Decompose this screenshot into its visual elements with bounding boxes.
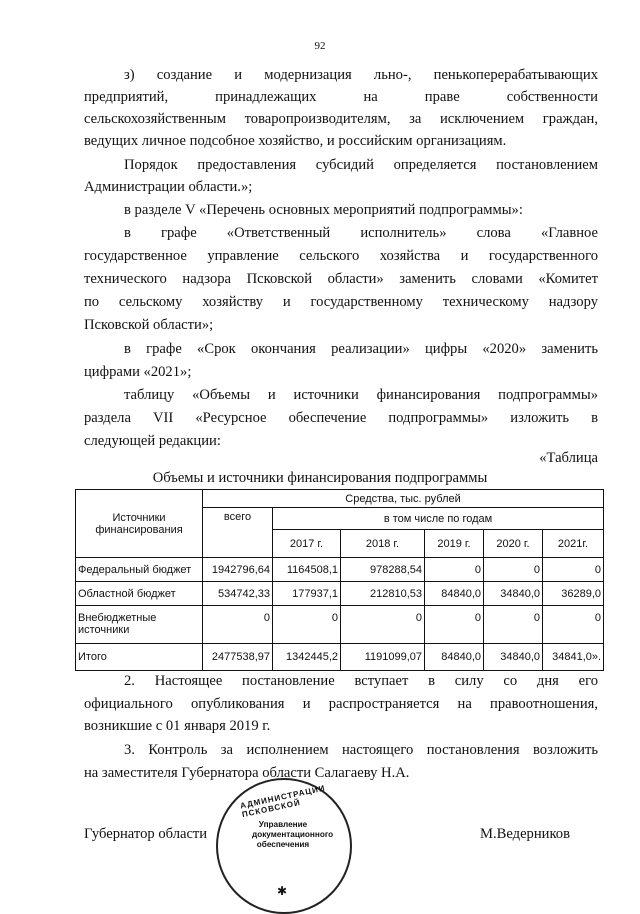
cell: 1342445,2 — [273, 644, 341, 671]
cell: 34841,0». — [543, 644, 604, 671]
text-line: цифрами «2021»; — [84, 364, 192, 380]
cell: 0 — [543, 558, 604, 582]
cell: 0 — [425, 606, 484, 644]
cell: 1164508,1 — [273, 558, 341, 582]
header-source: Источники финансирования — [76, 490, 203, 558]
cell: 2477538,97 — [203, 644, 273, 671]
text-line: государственное управление сельского хозяйства и государственного — [84, 248, 598, 264]
text-line: в графе «Ответственный исполнитель» слова «Главное — [124, 225, 598, 241]
cell: 0 — [341, 606, 425, 644]
text-line: по сельскому хозяйству и государственному техническому надзору — [84, 294, 598, 310]
text-line: Порядок предоставления субсидий определяется постановлением — [124, 157, 598, 173]
cell: 1191099,07 — [341, 644, 425, 671]
table-caption: Объемы и источники финансирования подпрограммы — [152, 470, 488, 486]
text-line: раздела VII «Ресурсное обеспечение подпрограммы» изложить в — [84, 410, 598, 426]
table-row — [76, 582, 604, 606]
header-year: 2020 г. — [484, 530, 543, 558]
table-label: «Таблица — [539, 450, 598, 466]
row-name: Областной бюджет — [76, 582, 203, 606]
cell: 978288,54 — [341, 558, 425, 582]
text-line: в разделе V «Перечень основных мероприятий подпрограммы»: — [124, 202, 523, 218]
text-line: технического надзора Псковской области» заменить словами «Комитет — [84, 271, 598, 287]
cell: 84840,0 — [425, 582, 484, 606]
cell: 0 — [484, 606, 543, 644]
official-seal — [216, 778, 352, 914]
financing-table — [75, 489, 604, 671]
cell: 0 — [203, 606, 273, 644]
text-line: сельскохозяйственным товаропроизводителям, за исключением граждан, — [84, 111, 598, 127]
table-row — [76, 558, 604, 582]
header-total: всего — [203, 508, 273, 558]
page-number: 92 — [314, 40, 326, 52]
cell: 212810,53 — [341, 582, 425, 606]
cell: 34840,0 — [484, 644, 543, 671]
header-year: 2021г. — [543, 530, 604, 558]
text-line: в графе «Срок окончания реализации» цифры «2020» заменить — [124, 341, 598, 357]
header-year: 2018 г. — [341, 530, 425, 558]
text-line: 2. Настоящее постановление вступает в силу со дня его — [124, 673, 598, 689]
text-line: следующей редакции: — [84, 433, 221, 449]
cell: 534742,33 — [203, 582, 273, 606]
text-line: 3. Контроль за исполнением настоящего постановления возложить — [124, 742, 598, 758]
text-line: возникшие с 01 января 2019 г. — [84, 718, 271, 734]
row-name: Итого — [76, 644, 203, 671]
cell: 0 — [273, 606, 341, 644]
text-line: на заместителя Губернатора области Салагаеву Н.А. — [84, 765, 410, 781]
cell: 84840,0 — [425, 644, 484, 671]
cell: 177937,1 — [273, 582, 341, 606]
text-line: Псковской области»; — [84, 317, 214, 333]
cell: 0 — [484, 558, 543, 582]
text-line: з) создание и модернизация льно-, пенькоперерабатывающих — [124, 67, 598, 83]
cell: 1942796,64 — [203, 558, 273, 582]
row-name: Федеральный бюджет — [76, 558, 203, 582]
header-funds: Средства, тыс. рублей — [203, 490, 604, 508]
header-year: 2017 г. — [273, 530, 341, 558]
seal-center-text: Управление документационного обеспечения — [252, 820, 334, 849]
seal-ring-text: АДМИНИСТРАЦИИ ПСКОВСКОЙ — [239, 783, 327, 820]
signature-position: Губернатор области — [84, 826, 208, 842]
cell: 34840,0 — [484, 582, 543, 606]
text-line: ведущих личное подсобное хозяйство, и российским организациям. — [84, 133, 507, 149]
text-line: таблицу «Объемы и источники финансирования подпрограммы» — [124, 387, 598, 403]
cell: 36289,0 — [543, 582, 604, 606]
table-row — [76, 606, 604, 644]
signature-name: М.Ведерников — [480, 826, 570, 842]
text-line: официального опубликования и распространяется на правоотношения, — [84, 696, 598, 712]
table-row — [76, 644, 604, 671]
cell: 0 — [543, 606, 604, 644]
cell: 0 — [425, 558, 484, 582]
text-line: Администрации области.»; — [84, 179, 253, 195]
header-by-years: в том числе по годам — [273, 508, 604, 530]
header-year: 2019 г. — [425, 530, 484, 558]
row-name: Внебюджетные источники — [76, 606, 203, 644]
star-icon: ✱ — [277, 884, 288, 898]
text-line: предприятий, принадлежащих на праве собственности — [84, 89, 598, 105]
